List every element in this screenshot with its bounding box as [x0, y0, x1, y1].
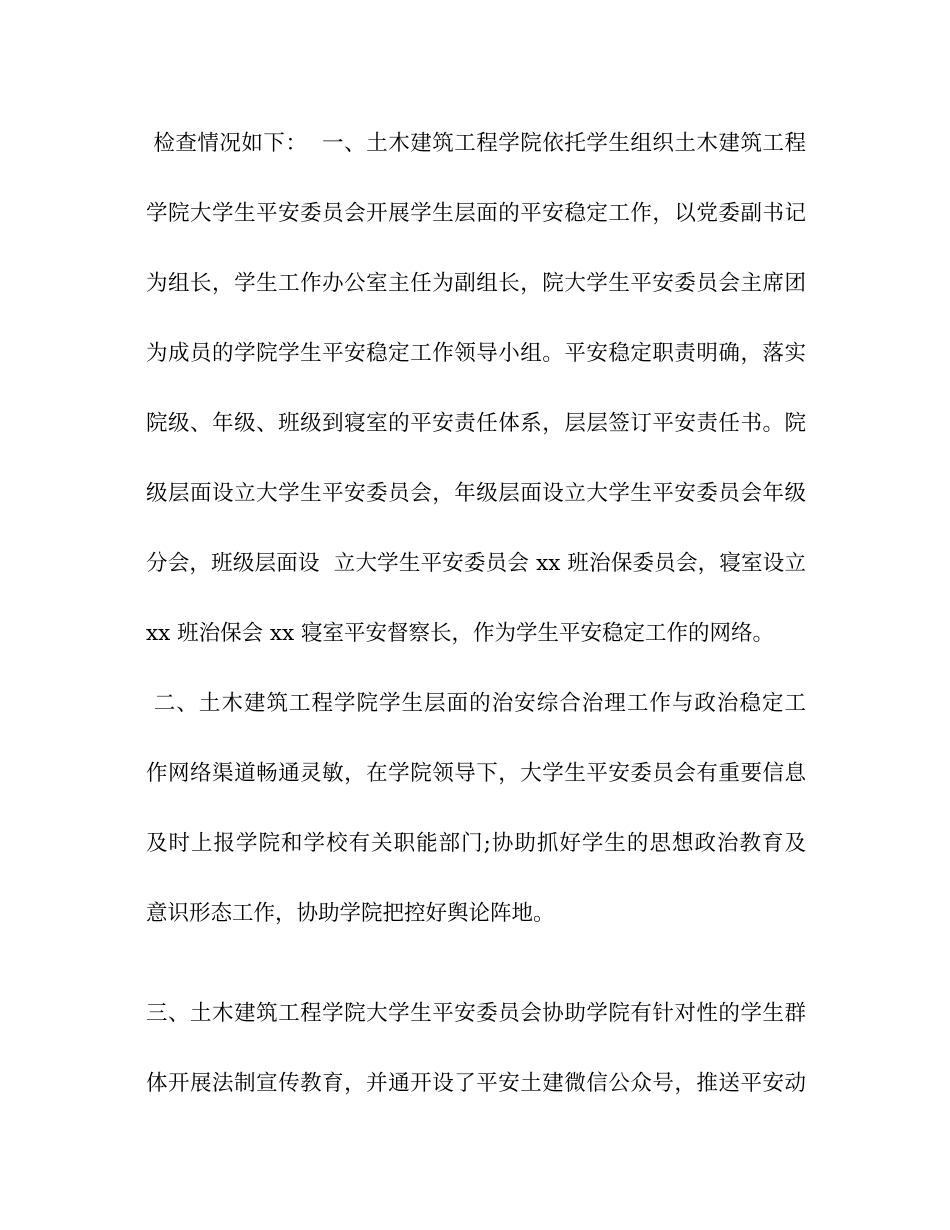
text-line: 二、土木建筑工程学院学生层面的治安综合治理工作与政治稳定工 — [146, 691, 806, 716]
text-line: 为组长，学生工作办公室主任为副组长，院大学生平安委员会主席团 — [146, 271, 806, 296]
text-line: 学院大学生平安委员会开展学生层面的平安稳定工作，以党委副书记 — [146, 201, 806, 226]
text-line: 级层面设立大学生平安委员会，年级层面设立大学生平安委员会年级 — [146, 481, 806, 506]
text-line: 院级、年级、班级到寝室的平安责任体系，层层签订平安责任书。院 — [146, 411, 806, 436]
text-line: 为成员的学院学生平安稳定工作领导小组。平安稳定职责明确，落实 — [146, 341, 806, 366]
text-line: 意识形态工作，协助学院把控好舆论阵地。 — [146, 901, 555, 926]
text-line: xx 班治保会 xx 寝室平安督察长，作为学生平安稳定工作的网络。 — [146, 621, 775, 646]
text-line: 三、土木建筑工程学院大学生平安委员会协助学院有针对性的学生群 — [146, 1001, 806, 1026]
text-line: 检查情况如下： 一、土木建筑工程学院依托学生组织土木建筑工程 — [146, 131, 806, 156]
text-line: 分会，班级层面设 立大学生平安委员会 xx 班治保委员会，寝室设立 — [146, 551, 806, 576]
text-line: 及时上报学院和学校有关职能部门;协助抓好学生的思想政治教育及 — [146, 831, 806, 856]
text-line: 作网络渠道畅通灵敏，在学院领导下，大学生平安委员会有重要信息 — [146, 761, 806, 786]
text-line: 体开展法制宣传教育，并通开设了平安土建微信公众号，推送平安动 — [146, 1071, 806, 1096]
